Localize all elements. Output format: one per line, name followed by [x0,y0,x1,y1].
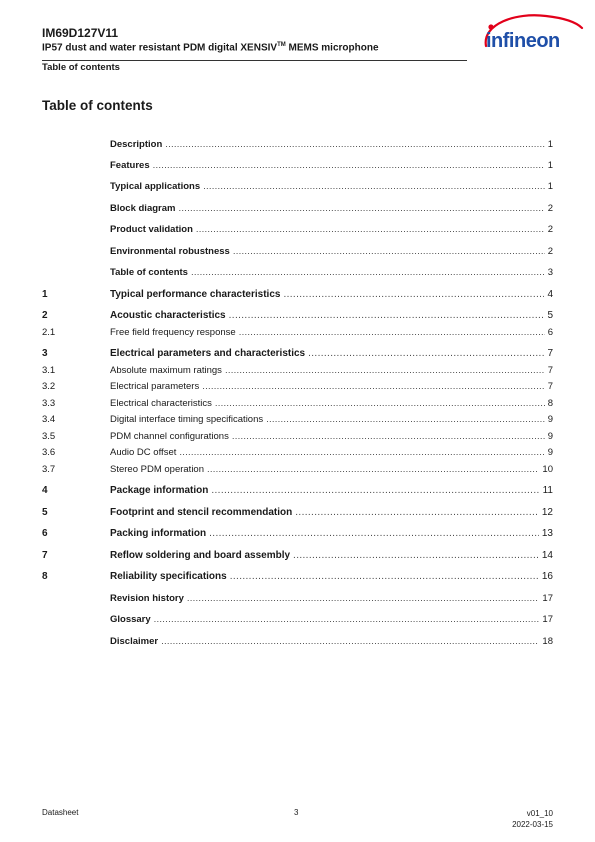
toc-entry-page: 3 [547,267,553,278]
toc-dot-leader [153,160,545,171]
toc-entry-line [110,327,553,338]
toc-entry-number: 2.1 [42,327,56,338]
toc-entry-line [110,381,553,392]
toc-entry-number: 1 [42,289,48,300]
toc-entry-page: 18 [542,636,553,647]
toc-entry-page: 4 [547,289,553,300]
toc-entry-line [110,365,553,376]
toc-entry-title: Environmental robustness [110,246,230,257]
toc-dot-leader [215,398,545,409]
footer-version: v01_10 [526,809,553,818]
toc-dot-leader [203,181,545,192]
toc-entry-number: 3.6 [42,447,56,458]
toc-dot-leader [229,310,545,321]
toc-entry-title: Disclaimer [110,636,159,647]
subtitle-pre: IP57 dust and water resistant PDM digital XENSIV [42,42,278,54]
toc-entry-number: 3.1 [42,365,56,376]
toc-entry-title: Electrical characteristics [110,398,212,409]
toc-entry-page: 12 [541,507,553,518]
toc-entry-title: Electrical parameters and characteristics [110,348,306,359]
toc-entry-line [110,593,553,604]
document-product-title: IM69D127V11 [42,26,119,40]
toc-entry-number: 3.2 [42,381,56,392]
toc-entry-page: 11 [542,485,553,496]
toc-dot-leader [232,431,545,442]
toc-entry-line [110,224,553,235]
toc-dot-leader [230,571,539,582]
toc-dot-leader [179,447,544,458]
toc-entry-title: Features [110,160,150,171]
toc-entry-line [110,464,553,475]
toc-entry-page: 1 [547,139,553,150]
toc-entry-page: 10 [542,464,553,475]
toc-entry-title: Table of contents [110,267,188,278]
toc-dot-leader [308,348,544,359]
toc-dot-leader [266,414,545,425]
toc-entry-line [110,507,553,518]
toc-entry-line [110,414,553,425]
toc-heading: Table of contents [42,98,153,113]
toc-dot-leader [154,614,540,625]
toc-entry-number: 3.4 [42,414,56,425]
subtitle-post: MEMS microphone [285,42,379,54]
document-subtitle [42,42,379,53]
infineon-logo [476,10,588,60]
toc-dot-leader [209,528,539,539]
toc-dot-leader [239,327,545,338]
toc-entry-page: 8 [547,398,553,409]
toc-dot-leader [178,203,544,214]
toc-dot-leader [187,593,540,604]
toc-entry-page: 17 [542,593,553,604]
toc-entry-number: 3 [42,348,48,359]
toc-entry-line [110,431,553,442]
toc-entry-page: 1 [547,160,553,171]
toc-dot-leader [211,485,539,496]
toc-entry-line [110,528,553,539]
toc-entry-title: PDM channel configurations [110,431,229,442]
toc-entry-number: 6 [42,528,48,539]
toc-entry-line [110,181,553,192]
toc-dot-leader [207,464,539,475]
toc-dot-leader [165,139,544,150]
toc-entry-line [110,614,553,625]
header-divider [42,60,467,61]
toc-dot-leader [196,224,545,235]
toc-entry-number: 3.5 [42,431,56,442]
toc-entry-title: Stereo PDM operation [110,464,204,475]
toc-entry-title: Package information [110,485,209,496]
toc-entry-page: 7 [547,348,553,359]
toc-entry-title: Revision history [110,593,184,604]
toc-entry-page: 1 [547,181,553,192]
toc-entry-page: 16 [541,571,553,582]
toc-entry-page: 6 [547,327,553,338]
toc-entry-page: 2 [547,224,553,235]
toc-entry-page: 2 [547,203,553,214]
toc-entry-line [110,246,553,257]
toc-entry-title: Free field frequency response [110,327,236,338]
toc-entry-title: Electrical parameters [110,381,200,392]
toc-entry-number: 7 [42,550,48,561]
toc-entry-title: Footprint and stencil recommendation [110,507,293,518]
toc-entry-page: 7 [547,381,553,392]
footer-page-number: 3 [294,808,299,817]
toc-entry-line [110,447,553,458]
toc-entry-title: Glossary [110,614,151,625]
toc-entry-page: 5 [547,310,553,321]
toc-entry-title: Block diagram [110,203,176,214]
toc-entry-title: Reliability specifications [110,571,227,582]
toc-entry-title: Typical performance characteristics [110,289,281,300]
toc-entry-line [110,485,553,496]
toc-entry-title: Description [110,139,163,150]
toc-entry-number: 3.3 [42,398,56,409]
toc-entry-number: 2 [42,310,48,321]
toc-entry-number: 4 [42,485,48,496]
toc-dot-leader [202,381,544,392]
toc-entry-line [110,267,553,278]
toc-entry-line [110,139,553,150]
toc-entry-number: 5 [42,507,48,518]
logo-wordmark: infineon [486,30,560,52]
toc-entry-line [110,310,553,321]
toc-dot-leader [225,365,545,376]
toc-entry-page: 7 [547,365,553,376]
toc-entry-title: Product validation [110,224,193,235]
toc-dot-leader [191,267,545,278]
footer-date: 2022-03-15 [512,820,553,829]
toc-entry-line [110,348,553,359]
toc-entry-page: 14 [541,550,553,561]
toc-entry-number: 8 [42,571,48,582]
toc-entry-page: 9 [547,414,553,425]
toc-entry-page: 13 [541,528,553,539]
toc-entry-page: 9 [547,447,553,458]
toc-entry-title: Audio DC offset [110,447,177,458]
toc-entry-page: 17 [542,614,553,625]
toc-entry-line [110,571,553,582]
toc-entry-line [110,398,553,409]
toc-entry-page: 9 [547,431,553,442]
header-section-label: Table of contents [42,62,120,73]
toc-dot-leader [283,289,544,300]
toc-entry-number: 3.7 [42,464,56,475]
toc-entry-title: Packing information [110,528,207,539]
toc-entry-title: Acoustic characteristics [110,310,226,321]
toc-entry-line [110,636,553,647]
toc-entry-title: Reflow soldering and board assembly [110,550,291,561]
toc-entry-line [110,203,553,214]
toc-dot-leader [161,636,539,647]
toc-dot-leader [293,550,539,561]
toc-entry-title: Digital interface timing specifications [110,414,264,425]
toc-dot-leader [233,246,545,257]
trademark-superscript: TM [277,42,286,48]
toc-entry-title: Absolute maximum ratings [110,365,222,376]
toc-dot-leader [295,507,539,518]
footer-doc-type: Datasheet [42,808,79,817]
toc-entry-line [110,550,553,561]
toc-entry-title: Typical applications [110,181,201,192]
toc-entry-line [110,160,553,171]
toc-entry-page: 2 [547,246,553,257]
toc-entry-line [110,289,553,300]
footer-version-block [512,808,553,830]
